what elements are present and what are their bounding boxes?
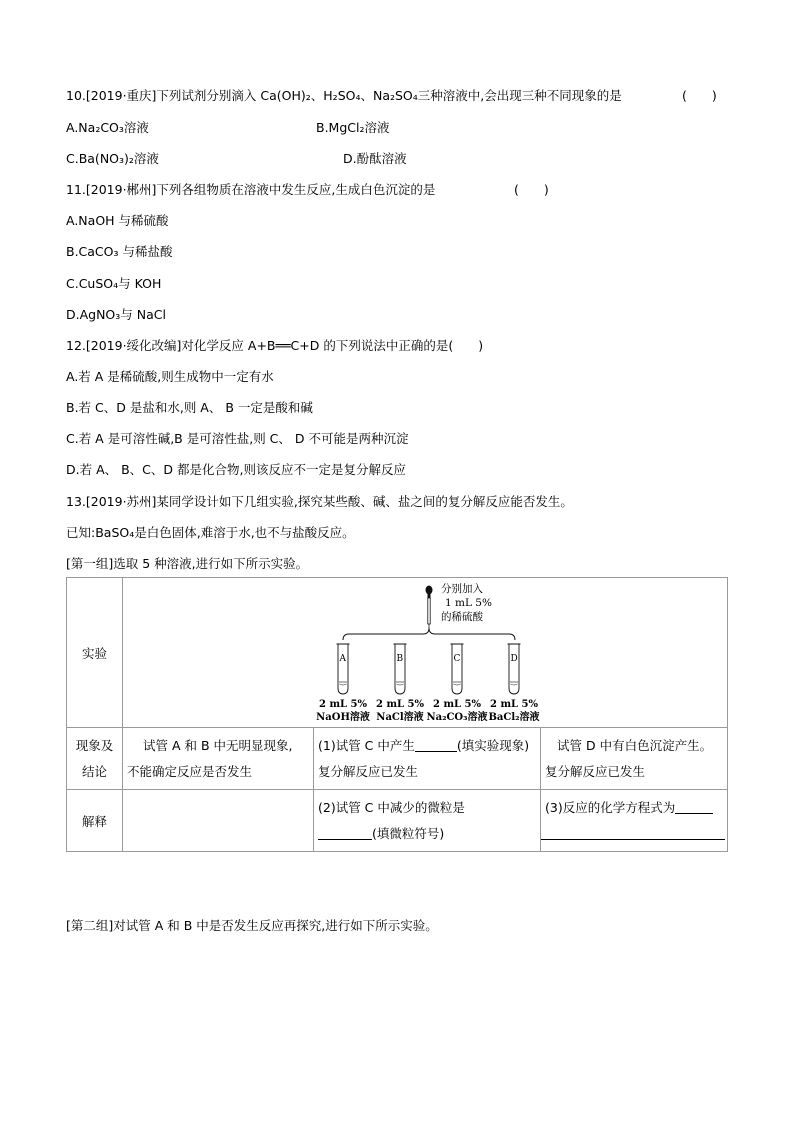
equation-answer-blank-1[interactable] bbox=[675, 801, 713, 814]
q10-option-a: A.Na₂CO₃溶液 bbox=[66, 120, 149, 135]
tube-d-result: 试管 D 中有白色沉淀产生。 复分解反应已发生 bbox=[541, 728, 728, 790]
equation-answer-blank-2[interactable] bbox=[541, 827, 725, 840]
tube-c-explanation: (2)试管 C 中减少的微粒是 (填微粒符号) bbox=[314, 790, 541, 852]
q10-answer-bracket: ( ) bbox=[682, 88, 717, 103]
q10-stem: 10.[2019·重庆]下列试剂分别滴入 Ca(OH)₂、H₂SO₄、Na₂SO₄三种溶液中,会出现三种不同现象的是 bbox=[66, 88, 622, 103]
q12-stem: 12.[2019·绥化改编]对化学反应 A+B══C+D 的下列说法中正确的是( ) bbox=[66, 338, 484, 353]
tube-c-result: (1)试管 C 中产生 (填实验现象) 复分解反应已发生 bbox=[314, 728, 541, 790]
q11-option-d: D.AgNO₃与 NaCl bbox=[66, 307, 166, 322]
q13-group1-intro: [第一组]选取 5 种溶液,进行如下所示实验。 bbox=[66, 556, 309, 571]
q11-answer-bracket: ( ) bbox=[514, 182, 549, 197]
q10-option-c: C.Ba(NO₃)₂溶液 bbox=[66, 151, 159, 166]
q12-option-a: A.若 A 是稀硫酸,则生成物中一定有水 bbox=[66, 369, 274, 384]
test-tube-d bbox=[508, 644, 521, 694]
row-label-explanation: 解释 bbox=[67, 790, 123, 852]
particle-answer-blank[interactable] bbox=[318, 827, 372, 840]
q10-option-d: D.酚酞溶液 bbox=[343, 151, 407, 166]
tubes-ab-result: 试管 A 和 B 中无明显现象, 不能确定反应是否发生 bbox=[123, 728, 314, 790]
tube-c-volume: 2 mL 5% bbox=[433, 699, 481, 710]
test-tube-a bbox=[337, 644, 350, 694]
q11-option-c: C.CuSO₄与 KOH bbox=[66, 276, 162, 291]
q11-option-b: B.CaCO₃ 与稀盐酸 bbox=[66, 244, 173, 259]
dropper-label-line1: 分别加入 bbox=[441, 583, 483, 595]
q13-known: 已知:BaSO₄是白色固体,难溶于水,也不与盐酸反应。 bbox=[66, 525, 355, 540]
q12-option-c: C.若 A 是可溶性碱,B 是可溶性盐,则 C、 D 不可能是两种沉淀 bbox=[66, 431, 409, 446]
apparatus-diagram bbox=[123, 578, 727, 724]
distribution-brace bbox=[343, 628, 515, 640]
q11-option-a: A.NaOH 与稀硫酸 bbox=[66, 213, 169, 228]
dropper-label-line2: 1 mL 5% bbox=[445, 597, 492, 609]
tube-c-solution: Na₂CO₃溶液 bbox=[426, 712, 488, 723]
q13-group2-intro: [第二组]对试管 A 和 B 中是否发生反应再探究,进行如下所示实验。 bbox=[66, 918, 438, 933]
q11-stem: 11.[2019·郴州]下列各组物质在溶液中发生反应,生成白色沉淀的是 bbox=[66, 182, 436, 197]
tube-a-volume: 2 mL 5% bbox=[319, 699, 367, 710]
tube-d-volume: 2 mL 5% bbox=[490, 699, 538, 710]
tube-d-solution: BaCl₂溶液 bbox=[488, 712, 540, 723]
q12-option-d: D.若 A、 B、C、D 都是化合物,则该反应不一定是复分解反应 bbox=[66, 462, 406, 477]
apparatus-cell bbox=[123, 578, 728, 728]
test-tube-c bbox=[451, 644, 464, 694]
dropper-icon bbox=[426, 586, 433, 629]
test-tube-b bbox=[394, 644, 407, 694]
row-label-phenomenon: 现象及 结论 bbox=[67, 728, 123, 790]
svg-text:B: B bbox=[396, 654, 404, 664]
svg-text:C: C bbox=[453, 654, 461, 664]
svg-text:D: D bbox=[510, 654, 518, 664]
experiment-table bbox=[66, 577, 728, 852]
dropper-label-line3: 的稀硫酸 bbox=[441, 611, 483, 623]
tube-b-solution: NaCl溶液 bbox=[376, 712, 424, 723]
row-label-experiment: 实验 bbox=[67, 578, 123, 728]
svg-text:A: A bbox=[339, 654, 346, 664]
tube-a-solution: NaOH溶液 bbox=[316, 712, 370, 723]
tube-b-volume: 2 mL 5% bbox=[376, 699, 424, 710]
ab-explanation-empty bbox=[123, 790, 314, 852]
q12-option-b: B.若 C、D 是盐和水,则 A、 B 一定是酸和碱 bbox=[66, 400, 313, 415]
tube-d-explanation: (3)反应的化学方程式为 bbox=[541, 790, 728, 852]
q10-option-b: B.MgCl₂溶液 bbox=[316, 120, 390, 135]
q13-stem: 13.[2019·苏州]某同学设计如下几组实验,探究某些酸、碱、盐之间的复分解反应能否发生。 bbox=[66, 494, 573, 509]
phenomenon-answer-blank[interactable] bbox=[415, 739, 457, 752]
